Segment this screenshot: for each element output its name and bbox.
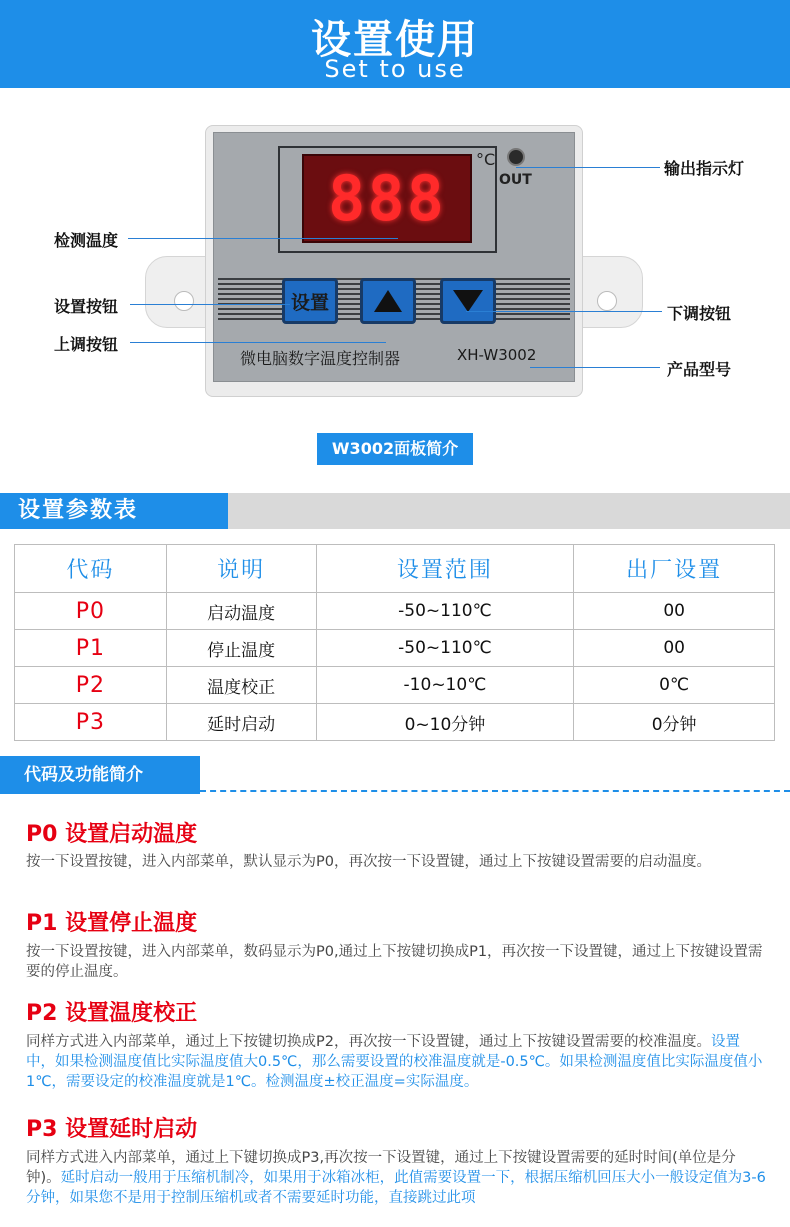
item-body: 同样方式进入内部菜单，通过上下键切换成P3,再次按一下设置键，通过上下按键设置需要的延时时间(单位是分钟)。延时启动一般用于压缩机制冷，如果用于冰箱冰柜，此值需要设置一下，根据压缩机回压大小一般设定值为3-6分钟，如果您不是用于控制压缩机或者不需要延时功能，直接跳过此项 [26,1150,766,1206]
table-row [15,630,775,667]
callout-up-button: 上调按钮 [54,335,119,354]
callout-down-button: 下调按钮 [667,304,732,323]
item-note: 延时启动一般用于压缩机制冷，如果用于冰箱冰柜，此值需要设置一下，根据压缩机回压大小一般设定值为3-6分钟，如果您不是用于控制压缩机或者不需要延时功能，直接跳过此项 [26,1170,766,1206]
device-model-label: XH-W3002 [457,346,537,364]
column-header: 代码 [15,545,167,593]
callout-line [130,342,386,343]
device-name-label: 微电脑数字温度控制器 [240,349,401,368]
table-row [15,704,775,741]
arrow-up-icon [374,290,402,312]
default-cell: 0℃ [574,667,775,704]
header-band [0,0,790,88]
item-title: P2 设置温度校正 [26,1001,198,1026]
up-button[interactable] [360,278,416,324]
callout-model: 产品型号 [667,360,732,379]
callout-output-led: 输出指示灯 [664,159,745,178]
device-illustration [0,88,790,478]
page-subtitle: Set to use [324,55,466,83]
callout-line [466,311,662,312]
codes-section-title: 代码及功能简介 [0,756,200,794]
item-note: 设置中，如果检测温度值比实际温度值大0.5℃，那么需要设置的校准温度就是-0.5℃。如果检测温度值比实际温度值小1℃，需要设定的校准温度就是1℃。检测温度±校正温度=实际温度。 [26,1034,763,1090]
item-body: 同样方式进入内部菜单，通过上下按键切换成P2，再次按一下设置键，通过上下按键设置需要的校准温度。设置中，如果检测温度值比实际温度值大0.5℃，那么需要设置的校准温度就是-0.5℃。如果检测温度值比实际温度值小1℃，需要设定的校准温度就是1℃。检测温度±校正温度=实际温度。 [26,1034,763,1090]
callout-set-button: 设置按钮 [54,297,119,316]
code-cell: P0 [15,593,167,630]
set-button[interactable]: 设置 [282,278,338,324]
desc-cell: 启动温度 [166,593,316,630]
arrow-down-icon [453,290,483,312]
column-header: 设置范围 [316,545,574,593]
mount-hole [174,291,194,311]
down-button[interactable] [440,278,496,324]
panel-intro-tag: W3002面板简介 [317,433,473,465]
range-cell: -10~10℃ [316,667,574,704]
celsius-label: °C [476,150,496,169]
mount-hole [597,291,617,311]
callout-line [516,167,660,168]
dashed-divider [200,790,790,792]
params-section-bar [0,493,790,529]
desc-cell: 延时启动 [166,704,316,741]
column-header: 出厂设置 [574,545,775,593]
default-cell: 00 [574,630,775,667]
default-cell: 0分钟 [574,704,775,741]
codes-section-bar [0,756,790,794]
callout-line [530,367,660,368]
table-header-row [15,545,775,593]
out-label: OUT [499,172,532,188]
output-led-icon [507,148,525,166]
code-cell: P2 [15,667,167,704]
desc-cell: 停止温度 [166,630,316,667]
table-row [15,667,775,704]
range-cell: 0~10分钟 [316,704,574,741]
callout-line [128,238,398,239]
display-digits: 888 [328,162,446,235]
range-cell: -50~110℃ [316,593,574,630]
item-title: P1 设置停止温度 [26,911,198,936]
table-row [15,593,775,630]
params-table [14,544,775,741]
led-display [302,154,472,243]
code-cell: P1 [15,630,167,667]
range-cell: -50~110℃ [316,630,574,667]
params-section-title: 设置参数表 [0,493,228,529]
item-body: 按一下设置按键，进入内部菜单，数码显示为P0,通过上下按键切换成P1，再次按一下设置键，通过上下按键设置需要的停止温度。 [26,944,763,980]
column-header: 说明 [166,545,316,593]
default-cell: 00 [574,593,775,630]
callout-line [130,304,290,305]
item-title: P3 设置延时启动 [26,1117,198,1142]
page-title: 设置使用 [311,17,479,63]
code-cell: P3 [15,704,167,741]
desc-cell: 温度校正 [166,667,316,704]
callout-detect-temp: 检测温度 [54,231,119,250]
item-title: P0 设置启动温度 [26,822,198,847]
item-body: 按一下设置按键，进入内部菜单，默认显示为P0，再次按一下设置键，通过上下按键设置需要的启动温度。 [26,854,711,870]
